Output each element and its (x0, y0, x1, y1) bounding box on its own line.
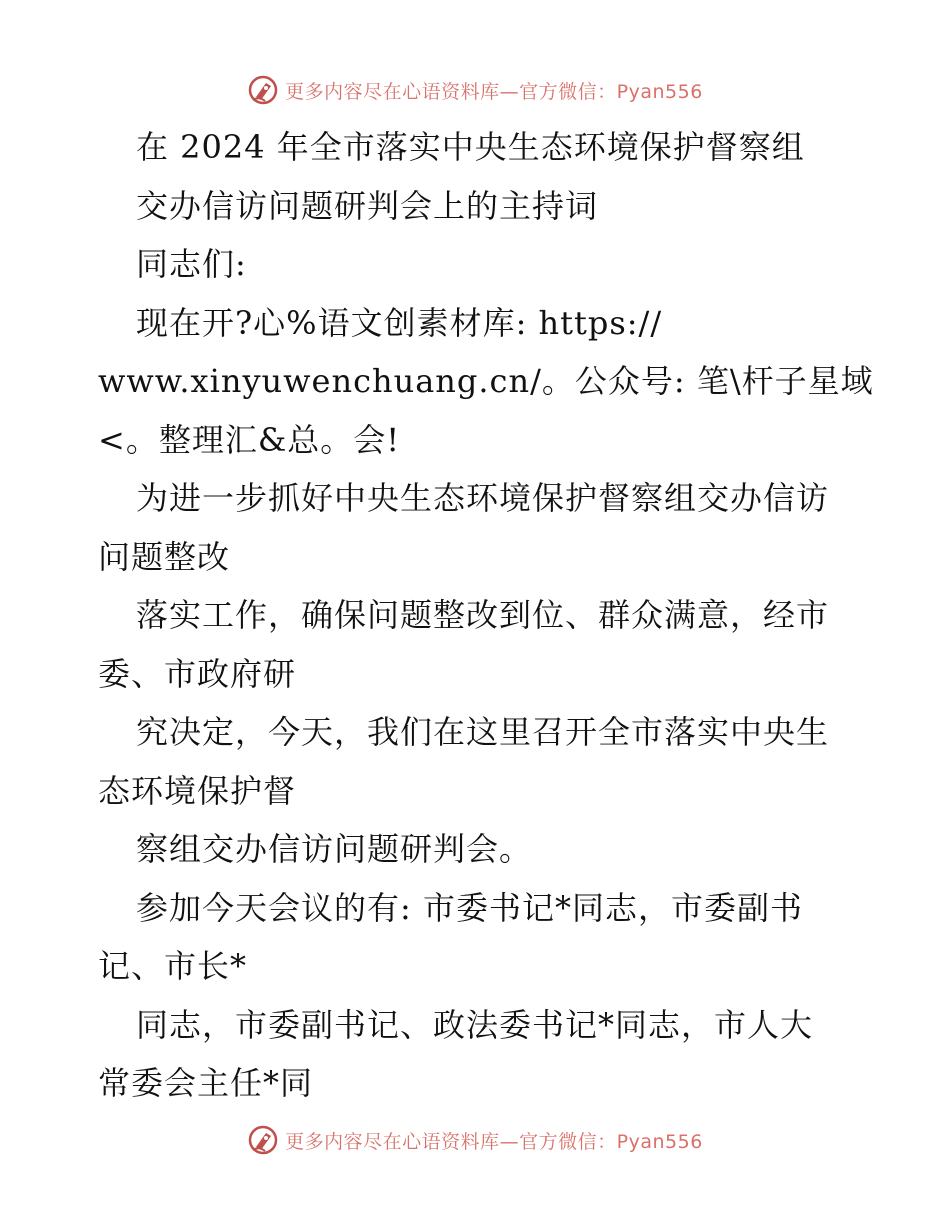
paragraph-line: 参加今天会议的有: 市委书记*同志，市委副书 (136, 888, 803, 927)
paragraph-line: 究决定，今天，我们在这里召开全市落实中央生 (136, 713, 830, 751)
footer-banner-text: 更多内容尽在心语资料库—官方微信：Pyan556 (285, 1130, 703, 1153)
paragraph-line: 常委会主任*同 (98, 1064, 314, 1102)
paragraph-line: 察组交办信访问题研判会。 (136, 830, 533, 868)
pen-nib-logo-icon (247, 1124, 279, 1156)
paragraph-line: 同志，市委副书记、政法委书记*同志，市人大 (136, 1005, 814, 1044)
doc-title-line-2: 交办信访问题研判会上的主持词 (136, 186, 599, 225)
paragraph-line: 态环境保护督 (98, 771, 297, 810)
salutation: 同志们: (136, 245, 247, 283)
paragraph-line: 为进一步抓好中央生态环境保护督察组交办信访 (136, 479, 830, 517)
header-banner-text: 更多内容尽在心语资料库—官方微信：Pyan556 (285, 80, 703, 103)
document-body (98, 118, 874, 1113)
paragraph-line: 现在开?心%语文创素材库: https:// (136, 303, 663, 342)
paragraph-line: <。整理汇&总。会! (98, 420, 401, 459)
pen-nib-logo-icon (247, 74, 279, 106)
paragraph-line: 问题整改 (98, 537, 231, 576)
paragraph-line: 委、市政府研 (98, 654, 297, 693)
footer-banner (0, 1120, 950, 1160)
paragraph-line: www.xinyuwenchuang.cn/。公众号: 笔\杆子星域 (98, 362, 874, 400)
paragraph-line: 记、市长* (98, 947, 248, 985)
header-banner (0, 70, 950, 110)
doc-title-line-1: 在 2024 年全市落实中央生态环境保护督察组 (136, 128, 805, 166)
paragraph-line: 落实工作，确保问题整改到位、群众满意，经市 (136, 596, 830, 634)
